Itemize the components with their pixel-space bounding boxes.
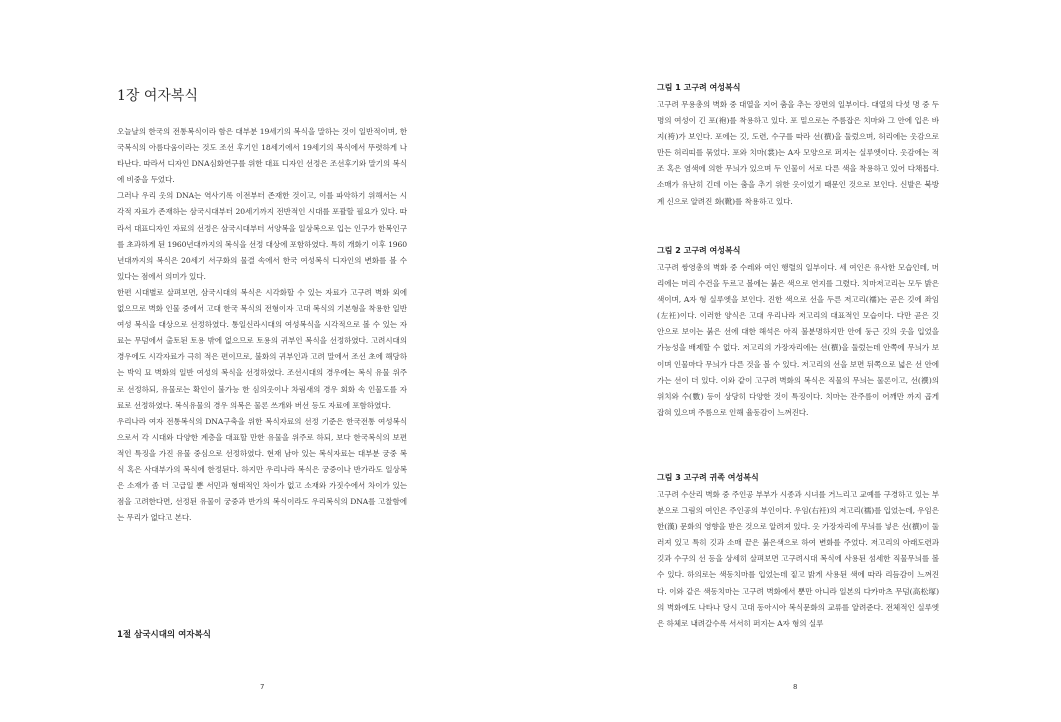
figure-title: 그림 2 고구려 여성복식	[657, 246, 741, 255]
figure-title: 그림 3 고구려 귀족 여성복식	[657, 473, 759, 482]
figure-text: 고구려 쌍영총의 벽화 중 수레와 여인 행렬의 일부이다. 세 여인은 유사한 모습인데, 머리에는 머리 수건을 두르고 볼에는 붉은 색으로 연지를 그렸다. 치마저고리는 모두 밝은 색이며, A자 형 실루엣을 보인다. 진한 색으로 선을 두른 저고리(襦)는 곧은 깃에 좌임(左衽)이다. 이러한 양식은 고대 우리나라 저고리의 대표적인 모습이다. 다만 곧은 깃 안으로 보이는 붉은 선에 대한 해석은 아직 불분명하지만 안에 둥근 깃의 옷을 입었을 가능성을 배제할 수 없다. 저고리의 가장자리에는 선(襈)을 둘렀는데 안쪽에 무늬가 보이며 인물마다 무늬가 다른 것을 볼 수 있다. 저고리의 선을 보면 뒤쪽으로 넓은 선 안에 가는 선이 더 있다. 이와 같이 고구려 벽화의 복식은 직물의 무늬는 물론이고, 선(襈)의 위치와 수(數) 등이 상당히 다양한 것이 특징이다. 치마는 잔주름이 어깨만 까지 곱게 잡혀 있으며 주름으로 인해 율동감이 느껴진다.	[657, 263, 939, 417]
figure-caption-2	[657, 245, 939, 421]
page-number-left: 7	[260, 683, 265, 691]
body-paragraph: 한편 시대별로 살펴보면, 삼국시대의 복식은 시각화할 수 있는 자료가 고구려 벽화 외에 없으므로 벽화 인물 중에서 고대 한국 복식의 전형이자 고대 복식의 기본형을 착용한 일반여성 복식을 대상으로 선정하였다. 통일신라시대의 여성복식을 시각적으로 볼 수 있는 자료는 무덤에서 출토된 토용 밖에 없으므로 토용의 귀부인 복식을 선정하였다. 고려시대의 경우에도 시각자료가 극히 적은 편이므로, 불화의 귀부인과 고려 말에서 조선 초에 해당하는 박익 묘 벽화의 일반 여성의 복식을 선정하였다. 조선시대의 경우에는 복식 유물 위주로 선정하되, 유물로는 확인이 불가능 한 심의옷이나 차림새의 경우 회화 속 인물도를 자료로 선정하였다. 복식유물의 경우 의복은 물론 쓰개와 버선 등도 자료에 포함하였다.	[117, 287, 407, 410]
figure-caption-1	[657, 82, 939, 210]
figure-caption-3	[657, 472, 939, 632]
body-paragraph: 우리나라 여자 전통복식의 DNA구축을 위한 복식자료의 선정 기준은 한국전통 여성복식으로서 각 시대와 다양한 계층을 대표할 만한 유물을 위주로 하되, 보다 한국복식의 보편적인 특징을 가진 유물 중심으로 선정하였다. 현재 남아 있는 복식자료는 대부분 궁중 복식 혹은 사대부가의 복식에 한정된다. 하지만 우리나라 복식은 궁중이나 반가라도 일상복은 소재가 좀 더 고급일 뿐 서민과 형태적인 차이가 없고 소재와 가짓수에서 차이가 있는 점을 고려한다면, 선정된 유물이 궁중과 반가의 복식이라도 우리복식의 DNA를 고찰함에는 무리가 없다고 본다.	[117, 416, 407, 523]
figure-text: 고구려 수산리 벽화 중 주인공 부부가 시종과 시녀를 거느리고 교예를 구경하고 있는 부분으로 그림의 여인은 주인공의 부인이다. 우임(右衽)의 저고리(襦)를 입었는데, 우임은 한(漢) 문화의 영향을 받은 것으로 알려져 있다. 옷 가장자리에 무늬를 넣은 선(襈)이 둘러져 있고 특히 깃과 소매 끝은 붉은색으로 하여 변화를 주었다. 저고리의 아래도련과 깃과 수구의 선 등을 상세히 살펴보면 고구려시대 복식에 사용된 섬세한 직물무늬를 볼 수 있다. 하의로는 색동치마를 입었는데 짙고 밝게 사용된 색에 따라 리듬감이 느껴진다. 이와 같은 색동치마는 고구려 벽화에서 뿐만 아니라 일본의 다카마츠 무덤(高松塚)의 벽화에도 나타나 당시 고대 동아시아 복식문화의 교류를 알려준다. 전체적인 실루엣은 하체로 내려갈수록 서서히 퍼지는 A자 형의 실루	[657, 490, 939, 628]
body-paragraph: 그러나 우리 옷의 DNA는 역사기록 이전부터 존재한 것이고, 이를 파악하기 위해서는 시각적 자료가 존재하는 삼국시대부터 20세기까지 전반적인 시대를 포괄할 필요가 있다. 따라서 대표디자인 자료의 선정은 삼국시대부터 서양복을 일상복으로 입는 인구가 한복인구를 초과하게 된 1960년대까지의 복식을 선정 대상에 포함하였다. 특히 개화기 이후 1960년대까지의 복식은 20세기 서구화의 물결 속에서 한국 여성복식 디자인의 변화를 볼 수 있다는 점에서 의미가 있다.	[117, 191, 407, 281]
body-paragraph: 오늘날의 한국의 전통복식이라 함은 대부분 19세기의 복식을 말하는 것이 일반적이며, 한국복식의 아름다움이라는 것도 조선 후기인 18세기에서 19세기의 복식에서 뚜렷하게 나타난다. 따라서 디자인 DNA심화연구를 위한 대표 디자인 선정은 조선후기와 말기의 복식에 비중을 두었다.	[117, 127, 407, 185]
chapter-title: 1장 여자복식	[117, 88, 198, 104]
chapter-body	[117, 124, 407, 526]
page-number-right: 8	[793, 683, 798, 691]
figure-text: 고구려 무용총의 벽화 중 대열을 지어 춤을 추는 장면의 일부이다. 대열의 다섯 명 중 두 명의 여성이 긴 포(袍)를 착용하고 있다. 포 밑으로는 주름잡은 치마와 그 안에 입은 바지(袴)가 보인다. 포에는 깃, 도련, 수구를 따라 선(襈)을 둘렀으며, 허리에는 옷감으로 만든 허리띠를 묶었다. 포와 치마(裳)는 A자 모양으로 퍼지는 실루엣이다. 옷감에는 적조 혹은 염색에 의한 무늬가 있으며 두 인물이 서로 다른 색을 착용하고 있어 다채롭다. 소매가 유난히 긴데 이는 춤을 추기 위한 옷이었기 때문인 것으로 보인다. 신발은 북방계 신으로 알려진 화(靴)를 착용하고 있다.	[657, 100, 939, 206]
figure-title: 그림 1 고구려 여성복식	[657, 83, 741, 92]
left-page	[0, 0, 530, 722]
right-page	[530, 0, 1061, 722]
section-title: 1절 삼국시대의 여자복식	[117, 630, 211, 640]
